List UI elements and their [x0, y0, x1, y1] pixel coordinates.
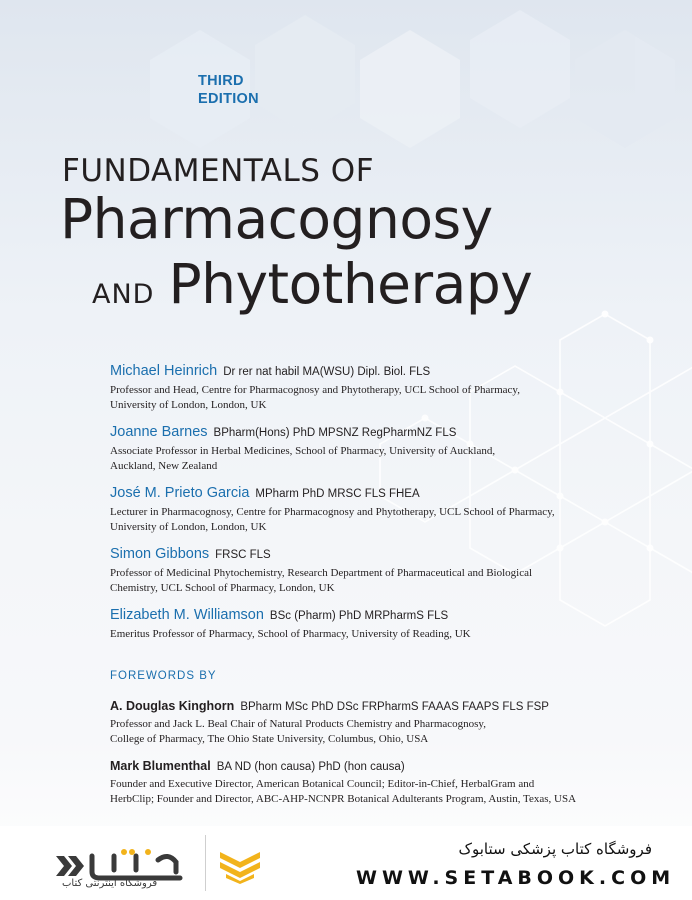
author-entry [110, 482, 670, 535]
foreword-affiliation: Founder and Executive Director, American Botanical Council; Editor-in-Chief, HerbalGram and [110, 778, 535, 790]
author-credentials: BPharm(Hons) PhD MPSNZ RegPharmNZ FLS [213, 427, 457, 439]
foreword-affiliation: Professor and Jack L. Beal Chair of Natural Products Chemistry and Pharmacognosy, [110, 718, 486, 730]
title-line-3 [92, 252, 532, 316]
edition-line-2: EDITION [198, 91, 259, 107]
forewords-heading: FOREWORDS BY [110, 670, 217, 682]
edition-label [198, 72, 259, 108]
author-affiliation: University of London, London, UK [110, 399, 267, 411]
foreword-name: A. Douglas Kinghorn [110, 699, 235, 713]
author-name: Simon Gibbons [110, 546, 210, 562]
author-entry [110, 360, 670, 413]
foreword-entry [110, 696, 670, 747]
author-affiliation: Associate Professor in Herbal Medicines, School of Pharmacy, University of Auckland, [110, 445, 496, 457]
title-line-2: Pharmacognosy [60, 187, 493, 251]
author-name: Elizabeth M. Williamson [110, 607, 264, 623]
author-affiliation: Professor and Head, Centre for Pharmacognosy and Phytotherapy, UCL School of Pharmacy, [110, 384, 520, 396]
author-entry [110, 604, 670, 642]
title-line-1: FUNDAMENTALS OF [62, 153, 375, 189]
author-affiliation: Chemistry, UCL School of Pharmacy, London, UK [110, 582, 335, 594]
title-phytotherapy: Phytotherapy [168, 252, 533, 316]
author-entry [110, 543, 670, 596]
foreword-credentials: BPharm MSc PhD DSc FRPharmS FAAAS FAAPS FLS FSP [240, 701, 549, 713]
author-credentials: MPharm PhD MRSC FLS FHEA [255, 488, 420, 500]
author-affiliation: Emeritus Professor of Pharmacy, School of Pharmacy, University of Reading, UK [110, 628, 471, 640]
author-affiliation: University of London, London, UK [110, 521, 267, 533]
author-credentials: BSc (Pharm) PhD MRPharmS FLS [269, 610, 449, 622]
author-credentials: Dr rer nat habil MA(WSU) Dipl. Biol. FLS [223, 366, 431, 378]
book-stack-icon [220, 846, 260, 884]
author-affiliation: Lecturer in Pharmacognosy, Centre for Pharmacognosy and Phytotherapy, UCL School of Pharmacy, [110, 506, 555, 518]
author-name: Joanne Barnes [110, 424, 208, 440]
author-affiliation: Auckland, New Zealand [110, 460, 218, 472]
foreword-affiliation: College of Pharmacy, The Ohio State University, Columbus, Ohio, USA [110, 733, 429, 745]
foreword-credentials: BA ND (hon causa) PhD (hon causa) [216, 761, 405, 773]
foreword-name: Mark Blumenthal [110, 759, 211, 773]
author-affiliation: Professor of Medicinal Phytochemistry, Research Department of Pharmaceutical and Biological [110, 567, 533, 579]
edition-line-1: THIRD [198, 73, 244, 89]
author-list [110, 360, 670, 650]
title-and: AND [92, 279, 155, 310]
store-name-persian: فروشگاه کتاب پزشکی ستابوک [458, 840, 652, 858]
foreword-affiliation: HerbClip; Founder and Director, ABC-AHP-NCNPR Botanical Adulterants Program, Austin, Texas, USA [110, 793, 577, 805]
store-url[interactable]: WWW.SETABOOK.COM [356, 867, 676, 889]
logo-subtitle: فروشگاه اینترنتی کتاب [62, 878, 158, 889]
author-name: José M. Prieto Garcia [110, 485, 250, 501]
author-credentials: FRSC FLS [215, 549, 271, 561]
banner-divider [205, 835, 206, 891]
foreword-entry [110, 756, 670, 807]
author-entry [110, 421, 670, 474]
author-name: Michael Heinrich [110, 363, 218, 379]
